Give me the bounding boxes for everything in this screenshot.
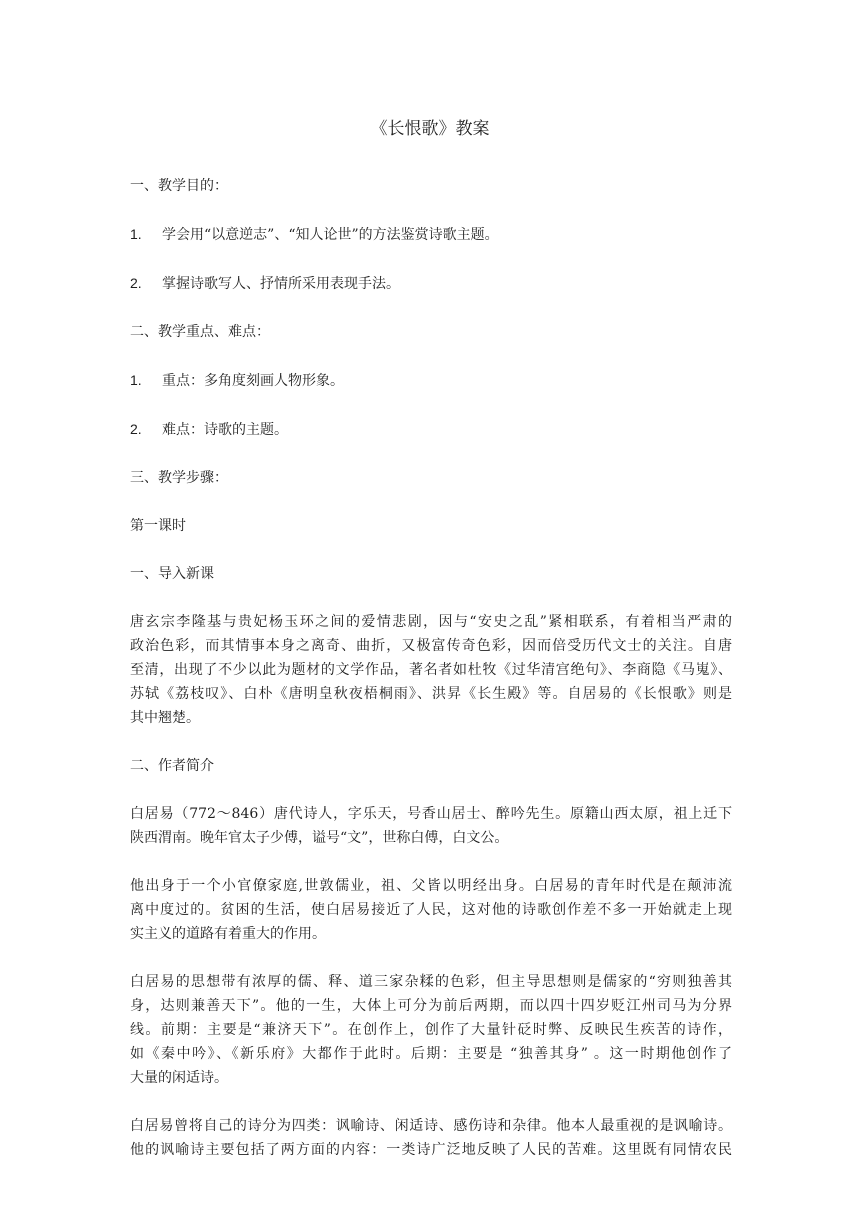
key-point-item-1 [130,368,732,393]
paragraph-line: 其中翘楚。 [130,710,200,726]
key-point-item-2 [130,417,732,442]
paragraph-line: 身，达则兼善天下”。他的一生，大体上可分为前后两期，而以四十四岁贬江州司马为分界 [130,998,732,1014]
list-text: 掌握诗歌写人、抒情所采用表现手法。 [162,276,400,292]
objective-item-2 [130,271,732,296]
document-body [130,174,732,1162]
author-paragraph-2 [130,874,732,946]
list-number: 2. [130,421,142,437]
paragraph-line: 他出身于一个小官僚家庭,世敦儒业，祖、父皆以明经出身。白居易的青年时代是在颠沛流 [130,878,732,894]
author-paragraph-3 [130,970,732,1090]
list-text: 难点：诗歌的主题。 [162,422,288,438]
paragraph-line: 苏轼《荔枝叹》、白朴《唐明皇秋夜梧桐雨》、洪昇《长生殿》等。自居易的《长恨歌》则是 [130,686,732,702]
paragraph-line: 线。前期：主要是“兼济天下”。在创作上，创作了大量针砭时弊、反映民生疾苦的诗作， [130,1022,732,1038]
paragraph-line: 白居易的思想带有浓厚的儒、释、道三家杂糅的色彩，但主导思想则是儒家的“穷则独善其 [130,974,732,990]
paragraph-line: 他的讽喻诗主要包括了两方面的内容：一类诗广泛地反映了人民的苦难。这里既有同情农民 [130,1142,732,1158]
document-title: 《长恨歌》教案 [370,119,490,139]
paragraph-line: 如《秦中吟》、《新乐府》大都作于此时。后期：主要是 “独善其身” 。这一时期他创作了 [130,1046,732,1062]
list-number: 2. [130,275,142,291]
lesson-heading: 第一课时 [130,518,186,534]
paragraph-line: 实主义的道路有着重大的作用。 [130,926,326,942]
step-heading-author: 二、作者简介 [130,758,214,774]
author-paragraph-4 [130,1114,732,1162]
section-heading-objectives: 一、教学目的： [130,178,228,194]
paragraph-line: 大量的闲适诗。 [130,1070,228,1086]
paragraph-line: 至清，出现了不少以此为题材的文学作品，著名者如杜牧《过华清宫绝句》、李商隐《马嵬》、 [130,662,732,678]
list-number: 1. [130,226,142,242]
list-number: 1. [130,372,142,388]
paragraph-line: 政治色彩，而其情事本身之离奇、曲折，又极富传奇色彩，因而倍受历代文士的关注。自唐 [130,638,732,654]
section-heading-key-points: 二、教学重点、难点： [130,324,270,340]
list-text: 重点：多角度刻画人物形象。 [162,373,344,389]
author-paragraph-1 [130,802,732,850]
paragraph-line: 白居易（772～846）唐代诗人，字乐天，号香山居士、醉吟先生。原籍山西太原，祖上迁下 [130,806,732,822]
step-heading-intro: 一、导入新课 [130,566,214,582]
paragraph-line: 离中度过的。贫困的生活，使白居易接近了人民，这对他的诗歌创作差不多一开始就走上现 [130,902,732,918]
objective-item-1 [130,222,732,247]
list-text: 学会用“以意逆志”、“知人论世”的方法鉴赏诗歌主题。 [162,227,499,243]
paragraph-line: 白居易曾将自己的诗分为四类：讽喻诗、闲适诗、感伤诗和杂律。他本人最重视的是讽喻诗。 [130,1118,732,1134]
intro-paragraph [130,610,732,730]
paragraph-line: 陕西渭南。晚年官太子少傅，谥号“文”，世称白傅，白文公。 [130,830,509,846]
section-heading-steps: 三、教学步骤： [130,470,228,486]
paragraph-line: 唐玄宗李隆基与贵妃杨玉环之间的爱情悲剧，因与“安史之乱”紧相联系，有着相当严肃的 [130,614,732,630]
